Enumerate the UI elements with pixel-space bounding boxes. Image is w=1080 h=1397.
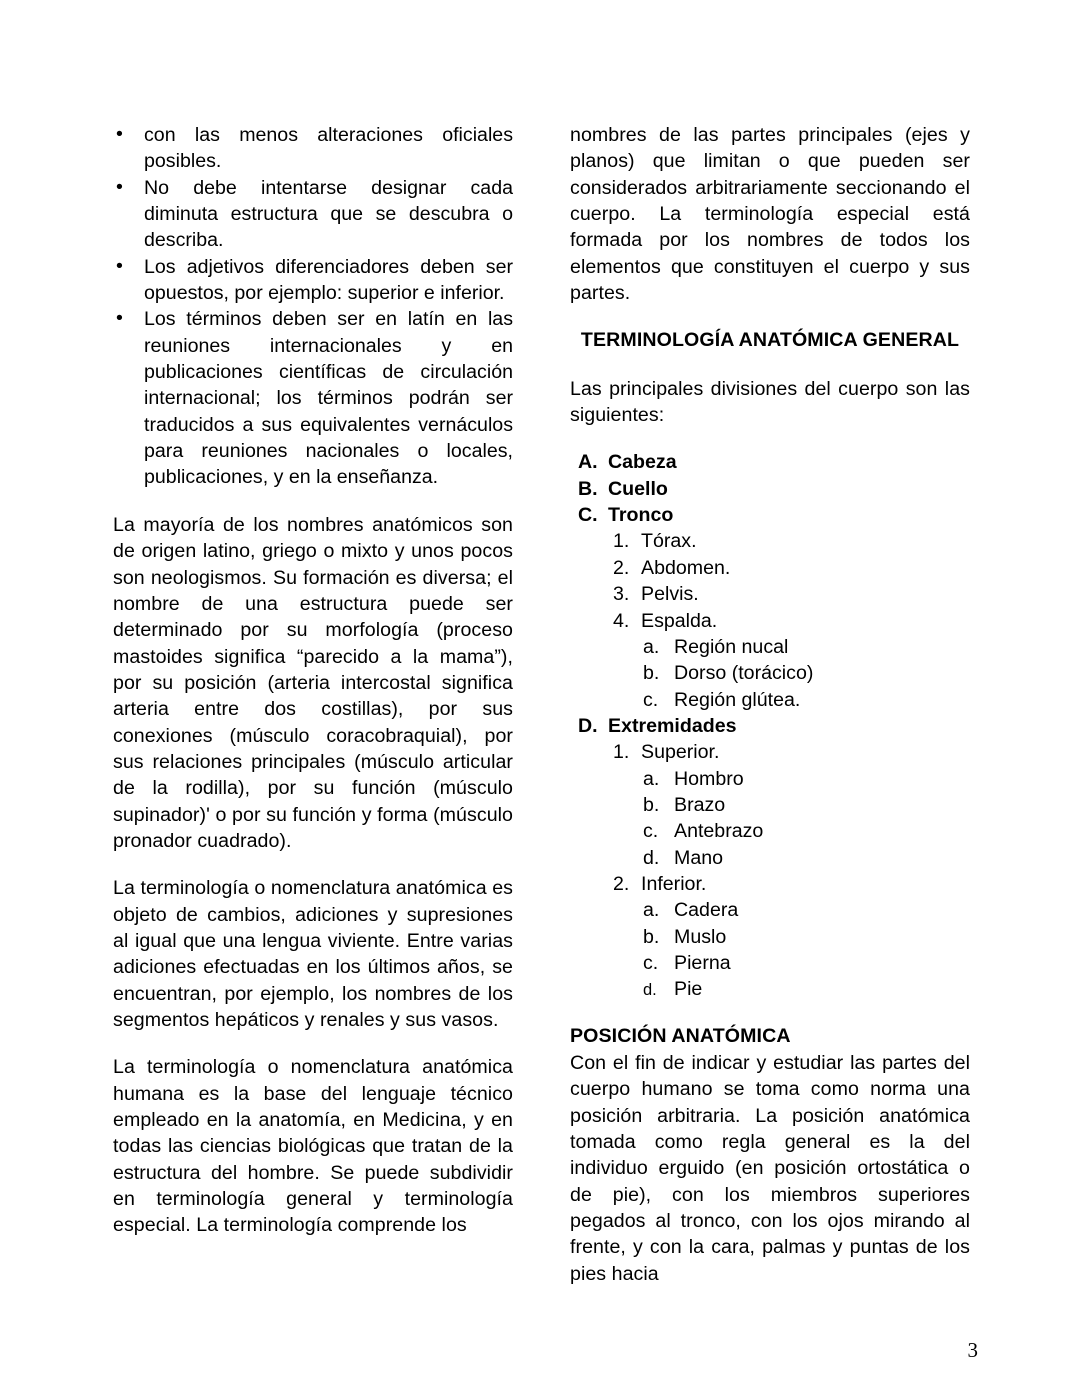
outline-item-inferior	[570, 871, 970, 897]
outline-label: Cuello	[608, 477, 668, 500]
body-divisions-outline	[570, 449, 970, 1002]
outline-label: Mano	[674, 846, 724, 869]
paragraph-posicion-anatomica: Con el fin de indicar y estudiar las partes del cuerpo humano se toma como norma una posición arbitraria. La posición anatómica tomada como regla general es la del individuo erguido (en posición ortostática o de pie), con los miembros superiores pegados al tronco, con los ojos mirando al frente, y con la cara, palmas y puntas de los pies hacia	[570, 1052, 970, 1285]
outline-label: Pie	[674, 978, 703, 1001]
rules-bullet-list	[113, 122, 513, 491]
outline-item-cabeza	[570, 449, 970, 475]
outline-label: Cadera	[674, 899, 739, 922]
outline-marker: D.	[578, 714, 598, 737]
outline-marker: 1.	[613, 741, 630, 764]
outline-label: Cabeza	[608, 451, 677, 474]
outline-label: Región nucal	[674, 635, 789, 658]
outline-marker: 3.	[613, 583, 630, 606]
outline-item-pelvis	[570, 581, 970, 607]
outline-item-mano	[570, 845, 970, 871]
list-item: • No debe intentarse designar cada diminuta estructura que se descubra o describa.	[113, 175, 513, 254]
outline-marker: A.	[578, 451, 598, 474]
outline-marker: a.	[643, 899, 660, 922]
outline-marker: b.	[643, 793, 660, 816]
outline-item-region-glutea	[570, 687, 970, 713]
list-item: • Los términos deben ser en latín en las reuniones internacionales y en publicaciones científicas de circulación internacional; los términos podrán ser traducidos a sus equivalentes vernáculos para reuniones nacionales o locales, publicaciones, y en la enseñanza.	[113, 306, 513, 490]
two-column-body	[113, 122, 970, 1287]
outline-label: Región glútea.	[674, 688, 801, 711]
outline-label: Superior.	[641, 741, 720, 764]
outline-label: Muslo	[674, 925, 727, 948]
paragraph-divisiones-cuerpo: Las principales divisiones del cuerpo son las siguientes:	[570, 377, 970, 427]
outline-marker: c.	[643, 951, 659, 974]
paragraph-origen-nombres: La mayoría de los nombres anatómicos son de origen latino, griego o mixto y unos pocos son neologismos. Su formación es diversa; el nombre de una estructura puede ser determinado por su morfología (proceso mastoides significa “parecido a la mama”), por su posición (arteria intercostal significa arteria entre dos costillas), por sus conexiones (músculo coracobraquial), por sus relaciones principales (músculo articular de la rodilla), por su función (músculo supinador)' o por su función y forma (músculo pronador cuadrado).	[113, 513, 513, 852]
paragraph-cambios-nomenclatura: La terminología o nomenclatura anatómica es objeto de cambios, adiciones y supresiones al igual que una lengua viviente. Entre varias adiciones efectuadas en los últimos años, se encuentran, por ejemplo, los nombres de los segmentos hepáticos y renales y sus vasos.	[113, 877, 513, 1031]
outline-item-espalda	[570, 608, 970, 634]
outline-label: Hombro	[674, 767, 744, 790]
outline-marker: a.	[643, 635, 660, 658]
outline-label: Inferior.	[641, 872, 707, 895]
right-column	[570, 122, 970, 1287]
outline-marker: 1.	[613, 530, 630, 553]
outline-marker: d.	[643, 846, 660, 869]
outline-marker: C.	[578, 504, 598, 527]
outline-item-dorso-toracico	[570, 660, 970, 686]
outline-marker: 2.	[613, 556, 630, 579]
outline-label: Antebrazo	[674, 820, 764, 843]
outline-item-abdomen	[570, 555, 970, 581]
outline-item-muslo	[570, 924, 970, 950]
outline-item-hombro	[570, 766, 970, 792]
outline-item-region-nucal	[570, 634, 970, 660]
page-number: 3	[967, 1338, 978, 1362]
outline-marker: a.	[643, 767, 660, 790]
list-item: • Los adjetivos diferenciadores deben ser opuestos, por ejemplo: superior e inferior.	[113, 254, 513, 307]
outline-label: Extremidades	[608, 714, 737, 737]
outline-label: Tórax.	[641, 530, 697, 553]
outline-label: Pierna	[674, 951, 731, 974]
outline-marker: B.	[578, 477, 598, 500]
outline-item-tronco	[570, 502, 970, 528]
section-heading-posicion-anatomica: POSICIÓN ANATÓMICA	[570, 1024, 791, 1047]
outline-label: Brazo	[674, 793, 726, 816]
outline-marker: b.	[643, 662, 660, 685]
outline-label: Pelvis.	[641, 583, 699, 606]
list-item: • con las menos alteraciones oficiales posibles.	[113, 122, 513, 175]
outline-item-superior	[570, 739, 970, 765]
outline-label: Tronco	[608, 504, 674, 527]
outline-item-torax	[570, 528, 970, 554]
outline-item-brazo	[570, 792, 970, 818]
outline-marker: b.	[643, 925, 660, 948]
outline-marker: 2.	[613, 872, 630, 895]
outline-item-antebrazo	[570, 818, 970, 844]
paragraph-partes-principales: nombres de las partes principales (ejes y planos) que limitan o que pueden ser considerados arbitrariamente seccionando el cuerpo. La terminología especial está formada por los nombres de todos los elementos que constituyen el cuerpo y sus partes.	[570, 124, 970, 305]
outline-item-pie	[570, 976, 970, 1002]
outline-label: Dorso (torácico)	[674, 662, 814, 685]
outline-label: Abdomen.	[641, 556, 731, 579]
outline-label: Espalda.	[641, 609, 718, 632]
outline-item-extremidades	[570, 713, 970, 739]
outline-marker: d.	[643, 981, 657, 1000]
outline-marker: 4.	[613, 609, 630, 632]
section-heading-terminologia-general: TERMINOLOGÍA ANATÓMICA GENERAL	[580, 329, 960, 352]
left-column	[113, 122, 513, 1239]
outline-item-cadera	[570, 897, 970, 923]
outline-marker: c.	[643, 688, 659, 711]
outline-marker: c.	[643, 820, 659, 843]
paragraph-terminologia-humana: La terminología o nomenclatura anatómica humana es la base del lenguaje técnico empleado en la anatomía, en Medicina, y en todas las ciencias biológicas que tratan de la estructura del hombre. Se puede subdividir en terminología general y terminología especial. La terminología comprende los	[113, 1056, 513, 1237]
outline-item-cuello	[570, 476, 970, 502]
outline-item-pierna	[570, 950, 970, 976]
